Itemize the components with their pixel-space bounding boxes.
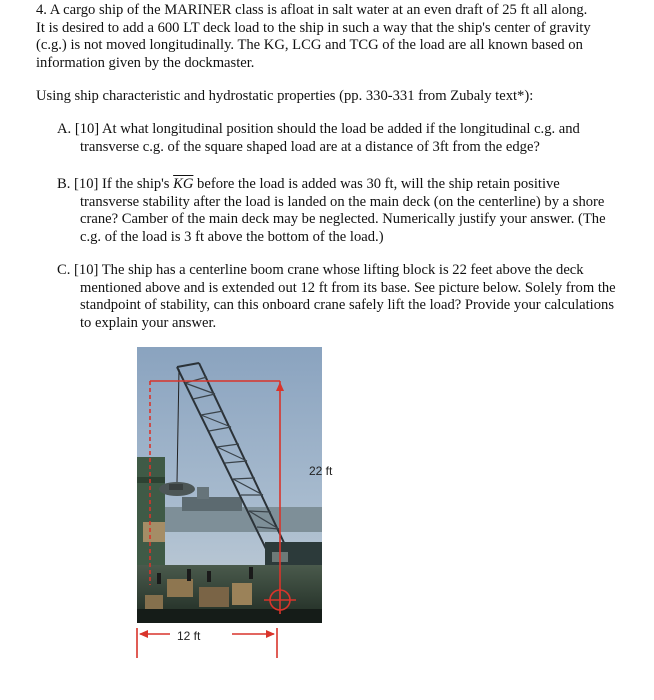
reach-arrow-right	[266, 630, 275, 638]
reach-dimension-label: 12 ft	[177, 629, 201, 643]
question-part-a: A. [10] At what longitudinal position should the load be added if the longitudinal c.g. and transverse c.g. of the square shaped load are at a distance of 3ft from the edge?	[57, 121, 580, 155]
question-part-c: C. [10] The ship has a centerline boom crane whose lifting block is 22 feet above the deck mentioned above and is extended out 12 ft from its base. See picture below. Solely from the standpoint of stability, can this onboard crane safely lift the load? Provide your calculations to explain your answer.	[57, 262, 616, 331]
reach-arrow-left	[139, 630, 148, 638]
data-source-note: Using ship characteristic and hydrostatic properties (pp. 330-331 from Zubaly text*):	[36, 88, 534, 104]
part-b-rest: before the load is added was 30 ft, will the ship retain positive transverse stability after the load is landed on the main deck (on the centerline) by a shore crane? Camber of the main deck may be neglected. Numerically justify your answer. (The c.g. of the load is 3 ft above the bottom of the load.)	[80, 176, 606, 245]
height-dimension-label: 22 ft	[309, 464, 333, 478]
problem-intro: 4. A cargo ship of the MARINER class is afloat in salt water at an even draft of 25 ft all along. It is desired to add a 600 LT deck load to the ship in such a way that the ship's center of gravity (c.g.) is not moved longitudinally. The KG, LCG and TCG of the load are all known based on information given by the dockmaster.	[36, 2, 591, 71]
part-b-lead: B. [10] If the ship's	[57, 176, 174, 192]
kg-symbol: $\overline{KG}$	[173, 176, 194, 192]
height-arrow-top	[276, 382, 284, 391]
